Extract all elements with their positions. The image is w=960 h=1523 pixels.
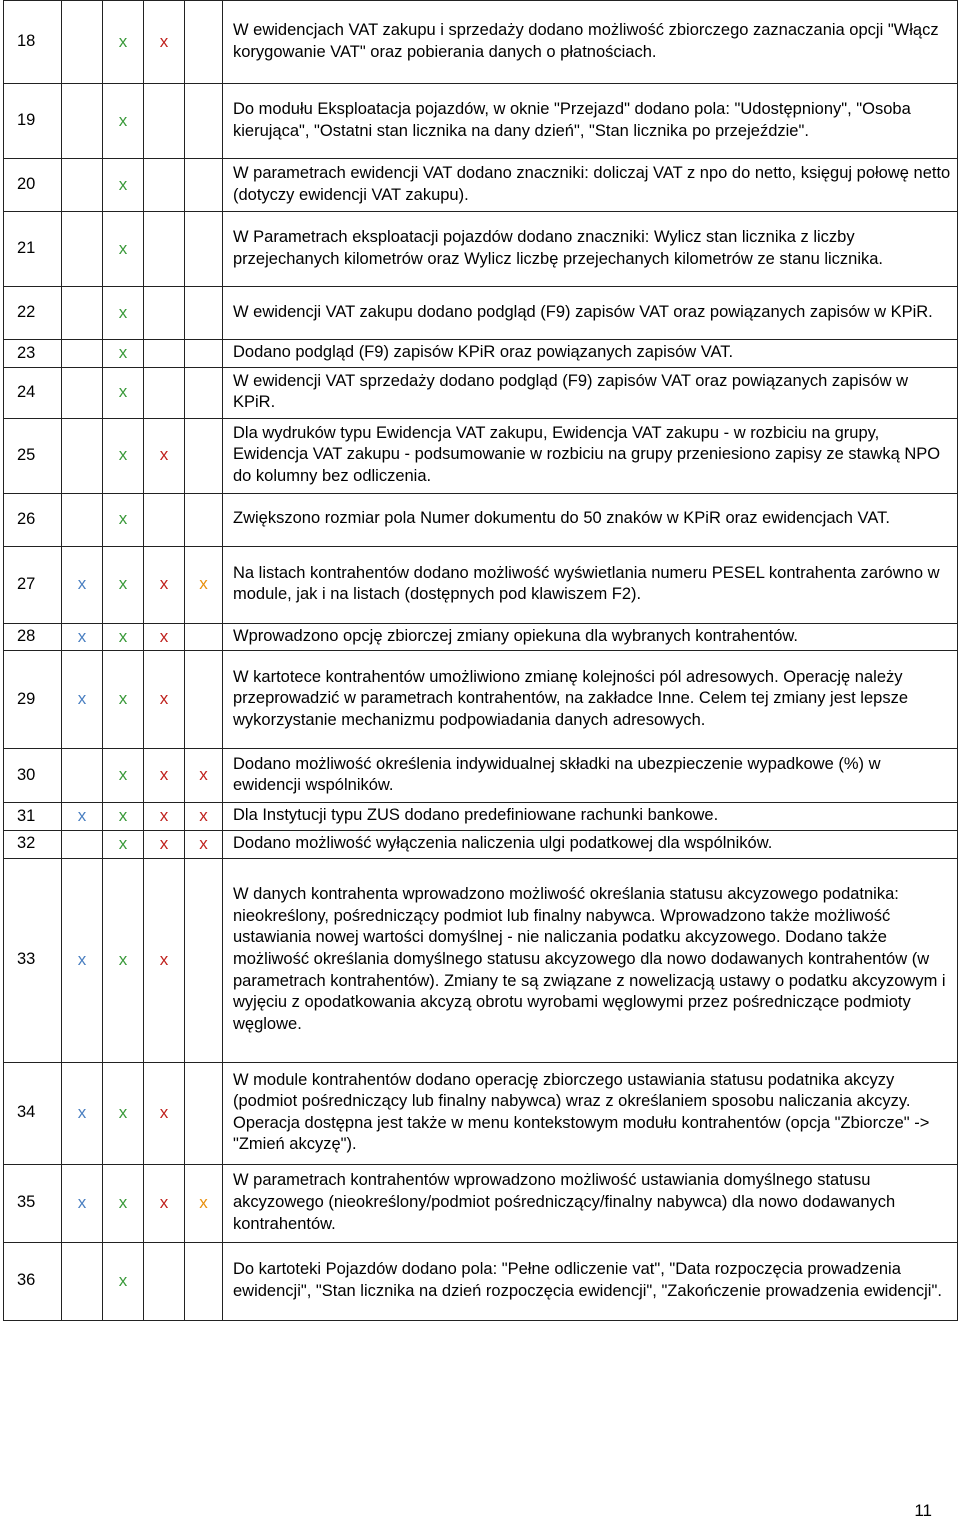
change-description: Dla Instytucji typu ZUS dodano predefiniowane rachunki bankowe. — [223, 803, 958, 831]
module-mark-cell — [103, 749, 144, 803]
module-mark-cell — [144, 858, 185, 1062]
module-mark: x — [118, 445, 128, 465]
module-mark-cell — [103, 1242, 144, 1320]
row-number: 30 — [4, 749, 62, 803]
module-mark-cell — [62, 418, 103, 493]
module-mark-cell — [185, 367, 223, 418]
module-mark: x — [118, 626, 128, 646]
module-mark: x — [118, 509, 128, 529]
module-mark: x — [159, 626, 169, 646]
module-mark: x — [199, 833, 208, 853]
module-mark-cell — [62, 1242, 103, 1320]
module-mark: x — [159, 689, 169, 709]
module-mark-cell — [62, 212, 103, 287]
module-mark-cell — [185, 1164, 223, 1242]
module-mark-cell — [185, 84, 223, 159]
change-description: W danych kontrahenta wprowadzono możliwość określania statusu akcyzowego podatnika: nieokreślony, pośredniczący podmiot lub finalny nabywca. Wprowadzono także możliwość ustawiania nowej wartości domyślnej - nie naliczania podatku akcyzowego. Dodano także możliwość określania domyślnego statusu akcyzowego dla nowo dodawanych kontrahentów (w parametrach kontrahentów). Zmiany te są związane z nowelizacją ustawy o podatku akcyzowym i wyjęciu z opodatkowania akcyzą obrotu wyrobami węglowymi przez pośredniczące podmioty węglowe. — [223, 858, 958, 1062]
module-mark: x — [118, 949, 128, 969]
module-mark-cell — [185, 803, 223, 831]
module-mark-cell — [185, 623, 223, 651]
module-mark-cell — [144, 1062, 185, 1164]
module-mark: x — [199, 1192, 208, 1212]
page-number: 11 — [914, 1501, 932, 1520]
module-mark-cell — [185, 159, 223, 212]
module-mark: x — [159, 1192, 169, 1212]
change-description: Zwiększono rozmiar pola Numer dokumentu do 50 znaków w KPiR oraz ewidencjach VAT. — [223, 493, 958, 546]
change-description: W parametrach kontrahentów wprowadzono możliwość ustawiania domyślnego statusu akcyzowego (nieokreślony/podmiot pośredniczący/finalny nabywca) dla nowo dodawanych kontrahentów. — [223, 1164, 958, 1242]
module-mark-cell — [144, 1242, 185, 1320]
table-row — [4, 340, 958, 368]
change-description: Do modułu Eksploatacja pojazdów, w oknie "Przejazd" dodano pola: "Udostępniony", "Osoba kierująca", "Ostatni stan licznika na dany dzień", "Stan licznika po przejeździe". — [223, 84, 958, 159]
module-mark: x — [118, 110, 128, 130]
module-mark: x — [118, 1270, 128, 1290]
module-mark: x — [118, 343, 128, 362]
table-row — [4, 749, 958, 803]
table-row — [4, 1242, 958, 1320]
table-row — [4, 830, 958, 858]
module-mark-cell — [62, 546, 103, 623]
changelog-table — [3, 0, 958, 1321]
change-description: Dla wydruków typu Ewidencja VAT zakupu, Ewidencja VAT zakupu - w rozbiciu na grupy, Ewidencja VAT zakupu - podsumowanie w rozbiciu na grupy przeniesiono zapisy ze stawką NPO do kolumny bez odliczenia. — [223, 418, 958, 493]
table-row — [4, 858, 958, 1062]
module-mark-cell — [144, 1164, 185, 1242]
module-mark: x — [159, 1102, 169, 1122]
module-mark-cell — [144, 367, 185, 418]
module-mark-cell — [103, 651, 144, 749]
table-row — [4, 546, 958, 623]
module-mark-cell — [103, 830, 144, 858]
module-mark-cell — [103, 418, 144, 493]
module-mark-cell — [62, 493, 103, 546]
module-mark-cell — [144, 830, 185, 858]
module-mark-cell — [103, 367, 144, 418]
module-mark-cell — [103, 493, 144, 546]
change-description: Dodano podgląd (F9) zapisów KPiR oraz powiązanych zapisów VAT. — [223, 340, 958, 368]
module-mark: x — [118, 1102, 128, 1122]
module-mark-cell — [185, 287, 223, 340]
module-mark: x — [118, 302, 128, 322]
module-mark: x — [199, 574, 208, 594]
module-mark: x — [77, 949, 87, 969]
row-number: 31 — [4, 803, 62, 831]
module-mark-cell — [103, 287, 144, 340]
module-mark-cell — [103, 340, 144, 368]
module-mark-cell — [185, 749, 223, 803]
module-mark-cell — [144, 493, 185, 546]
row-number: 35 — [4, 1164, 62, 1242]
table-row — [4, 493, 958, 546]
change-description: Dodano możliwość wyłączenia naliczenia ulgi podatkowej dla wspólników. — [223, 830, 958, 858]
module-mark-cell — [103, 212, 144, 287]
module-mark-cell — [62, 287, 103, 340]
change-description: W ewidencji VAT sprzedaży dodano podgląd (F9) zapisów VAT oraz powiązanych zapisów w KPiR. — [223, 367, 958, 418]
module-mark: x — [118, 806, 128, 826]
module-mark-cell — [144, 1, 185, 84]
module-mark: x — [159, 445, 169, 465]
module-mark: x — [118, 1192, 128, 1212]
row-number: 26 — [4, 493, 62, 546]
module-mark-cell — [62, 159, 103, 212]
module-mark: x — [118, 382, 128, 402]
module-mark: x — [159, 949, 169, 969]
table-row — [4, 84, 958, 159]
module-mark-cell — [144, 340, 185, 368]
change-description: W Parametrach eksploatacji pojazdów dodano znaczniki: Wylicz stan licznika z liczby przejechanych kilometrów oraz Wylicz liczbę przejechanych kilometrów ze stanu licznika. — [223, 212, 958, 287]
module-mark-cell — [185, 830, 223, 858]
module-mark-cell — [144, 749, 185, 803]
module-mark-cell — [103, 1164, 144, 1242]
module-mark-cell — [185, 858, 223, 1062]
module-mark-cell — [62, 623, 103, 651]
module-mark: x — [118, 833, 128, 853]
row-number: 33 — [4, 858, 62, 1062]
module-mark: x — [159, 833, 169, 853]
row-number: 34 — [4, 1062, 62, 1164]
module-mark-cell — [185, 1062, 223, 1164]
module-mark-cell — [62, 830, 103, 858]
change-description: Wprowadzono opcję zbiorczej zmiany opiekuna dla wybranych kontrahentów. — [223, 623, 958, 651]
module-mark: x — [118, 574, 128, 594]
module-mark-cell — [103, 858, 144, 1062]
row-number: 36 — [4, 1242, 62, 1320]
module-mark-cell — [103, 1, 144, 84]
table-row — [4, 651, 958, 749]
module-mark: x — [199, 765, 208, 785]
module-mark-cell — [144, 651, 185, 749]
module-mark-cell — [185, 212, 223, 287]
module-mark-cell — [185, 546, 223, 623]
module-mark-cell — [62, 858, 103, 1062]
row-number: 22 — [4, 287, 62, 340]
module-mark: x — [118, 689, 128, 709]
module-mark-cell — [185, 340, 223, 368]
module-mark: x — [118, 31, 128, 51]
change-description: W module kontrahentów dodano operację zbiorczego ustawiania statusu podatnika akcyzy (podmiot pośredniczący lub finalny nabywca) wraz z określaniem sposobu naliczania akcyzy. Operacja dostępna jest także w menu kontekstowym modułu kontrahentów (opcja "Zbiorcze" -> "Zmień akcyzę"). — [223, 1062, 958, 1164]
row-number: 21 — [4, 212, 62, 287]
table-row — [4, 212, 958, 287]
module-mark-cell — [62, 367, 103, 418]
row-number: 27 — [4, 546, 62, 623]
module-mark-cell — [103, 1062, 144, 1164]
module-mark-cell — [62, 340, 103, 368]
module-mark-cell — [103, 803, 144, 831]
module-mark-cell — [62, 1, 103, 84]
row-number: 28 — [4, 623, 62, 651]
change-description: W kartotece kontrahentów umożliwiono zmianę kolejności pól adresowych. Operację należy przeprowadzić w parametrach kontrahentów, na zakładce Inne. Celem tej zmiany jest lepsze wykorzystanie mechanizmu podpowiadania danych adresowych. — [223, 651, 958, 749]
module-mark-cell — [62, 749, 103, 803]
module-mark-cell — [185, 1242, 223, 1320]
change-description: W ewidencji VAT zakupu dodano podgląd (F9) zapisów VAT oraz powiązanych zapisów w KPiR. — [223, 287, 958, 340]
change-description: Dodano możliwość określenia indywidualnej składki na ubezpieczenie wypadkowe (%) w ewidencji wspólników. — [223, 749, 958, 803]
row-number: 20 — [4, 159, 62, 212]
module-mark: x — [118, 765, 128, 785]
module-mark-cell — [144, 418, 185, 493]
module-mark: x — [118, 174, 128, 194]
table-row — [4, 159, 958, 212]
module-mark-cell — [62, 651, 103, 749]
module-mark-cell — [103, 84, 144, 159]
module-mark-cell — [62, 84, 103, 159]
row-number: 19 — [4, 84, 62, 159]
module-mark: x — [77, 626, 87, 646]
change-description: Na listach kontrahentów dodano możliwość wyświetlania numeru PESEL kontrahenta zarówno w module, jak i na listach (dostępnych pod klawiszem F2). — [223, 546, 958, 623]
module-mark: x — [77, 689, 87, 709]
module-mark-cell — [185, 651, 223, 749]
module-mark-cell — [185, 1, 223, 84]
table-row — [4, 418, 958, 493]
module-mark-cell — [103, 546, 144, 623]
module-mark: x — [159, 806, 169, 826]
row-number: 23 — [4, 340, 62, 368]
table-row — [4, 803, 958, 831]
table-row — [4, 287, 958, 340]
table-row — [4, 367, 958, 418]
module-mark-cell — [103, 623, 144, 651]
module-mark-cell — [185, 493, 223, 546]
module-mark: x — [77, 1102, 87, 1122]
table-row — [4, 1164, 958, 1242]
module-mark-cell — [62, 803, 103, 831]
change-description: W ewidencjach VAT zakupu i sprzedaży dodano możliwość zbiorczego zaznaczania opcji "Włącz korygowanie VAT" oraz pobierania danych o płatnościach. — [223, 1, 958, 84]
module-mark-cell — [144, 803, 185, 831]
row-number: 25 — [4, 418, 62, 493]
module-mark-cell — [144, 287, 185, 340]
module-mark-cell — [144, 159, 185, 212]
module-mark: x — [77, 574, 87, 594]
module-mark-cell — [185, 418, 223, 493]
module-mark: x — [159, 574, 169, 594]
module-mark-cell — [103, 159, 144, 212]
row-number: 29 — [4, 651, 62, 749]
table-row — [4, 623, 958, 651]
module-mark-cell — [144, 623, 185, 651]
row-number: 24 — [4, 367, 62, 418]
row-number: 32 — [4, 830, 62, 858]
module-mark-cell — [144, 84, 185, 159]
table-row — [4, 1062, 958, 1164]
change-description: Do kartoteki Pojazdów dodano pola: "Pełne odliczenie vat", "Data rozpoczęcia prowadzenia ewidencji", "Stan licznika na dzień rozpoczęcia ewidencji", "Zakończenie prowadzenia ewidencji". — [223, 1242, 958, 1320]
module-mark-cell — [144, 546, 185, 623]
module-mark-cell — [62, 1062, 103, 1164]
module-mark: x — [199, 806, 208, 826]
module-mark: x — [77, 806, 87, 826]
row-number: 18 — [4, 1, 62, 84]
table-row — [4, 1, 958, 84]
module-mark-cell — [62, 1164, 103, 1242]
module-mark: x — [159, 31, 169, 51]
change-description: W parametrach ewidencji VAT dodano znaczniki: doliczaj VAT z npo do netto, księguj połowę netto (dotyczy ewidencji VAT zakupu). — [223, 159, 958, 212]
module-mark: x — [159, 765, 169, 785]
module-mark: x — [77, 1192, 87, 1212]
module-mark: x — [118, 238, 128, 258]
module-mark-cell — [144, 212, 185, 287]
